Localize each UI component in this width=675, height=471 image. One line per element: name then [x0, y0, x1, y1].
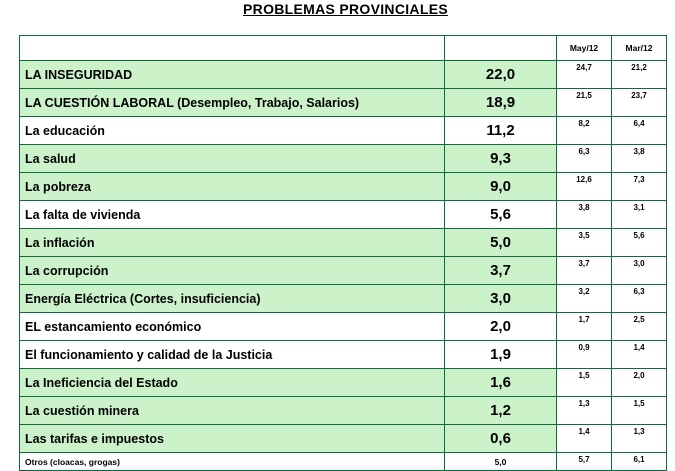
row-may12: 3,2 [557, 285, 612, 313]
row-may12: 21,5 [557, 89, 612, 117]
row-may12: 24,7 [557, 61, 612, 89]
table-row [20, 117, 667, 145]
row-may12: 3,7 [557, 257, 612, 285]
table-row [20, 285, 667, 313]
row-value: 9,3 [445, 145, 557, 173]
row-mar12: 1,5 [612, 397, 667, 425]
table-row [20, 145, 667, 173]
table-row [20, 397, 667, 425]
header-value-cell [445, 36, 557, 61]
row-mar12: 5,6 [612, 229, 667, 257]
row-label: LA INSEGURIDAD [20, 61, 445, 89]
table-row [20, 201, 667, 229]
table-row [20, 453, 667, 471]
row-value: 2,0 [445, 313, 557, 341]
row-may12: 5,7 [557, 453, 612, 471]
row-label: La falta de vivienda [20, 201, 445, 229]
row-value: 1,9 [445, 341, 557, 369]
row-label: EL estancamiento económico [20, 313, 445, 341]
row-label: La inflación [20, 229, 445, 257]
row-label: La Ineficiencia del Estado [20, 369, 445, 397]
row-may12: 1,7 [557, 313, 612, 341]
row-label: El funcionamiento y calidad de la Justicia [20, 341, 445, 369]
row-mar12: 1,4 [612, 341, 667, 369]
row-may12: 3,8 [557, 201, 612, 229]
row-value: 0,6 [445, 425, 557, 453]
table-row [20, 341, 667, 369]
row-mar12: 6,4 [612, 117, 667, 145]
header-mar12: Mar/12 [612, 36, 667, 61]
row-may12: 12,6 [557, 173, 612, 201]
table-row [20, 229, 667, 257]
header-may12: May/12 [557, 36, 612, 61]
table-row [20, 173, 667, 201]
row-may12: 0,9 [557, 341, 612, 369]
row-mar12: 3,1 [612, 201, 667, 229]
row-label: La salud [20, 145, 445, 173]
row-mar12: 1,3 [612, 425, 667, 453]
row-label: La pobreza [20, 173, 445, 201]
row-label: La educación [20, 117, 445, 145]
row-label: LA CUESTIÓN LABORAL (Desempleo, Trabajo, Salarios) [20, 89, 445, 117]
row-may12: 8,2 [557, 117, 612, 145]
header-row [20, 36, 667, 61]
row-value: 22,0 [445, 61, 557, 89]
row-value: 1,6 [445, 369, 557, 397]
table-row [20, 89, 667, 117]
row-value: 3,0 [445, 285, 557, 313]
table-row [20, 425, 667, 453]
row-may12: 1,3 [557, 397, 612, 425]
row-value: 9,0 [445, 173, 557, 201]
table-row [20, 369, 667, 397]
row-value: 18,9 [445, 89, 557, 117]
row-may12: 3,5 [557, 229, 612, 257]
problems-table [19, 35, 667, 471]
row-mar12: 2,0 [612, 369, 667, 397]
row-mar12: 23,7 [612, 89, 667, 117]
row-value: 5,6 [445, 201, 557, 229]
row-value: 5,0 [445, 229, 557, 257]
row-label: La corrupción [20, 257, 445, 285]
row-value: 3,7 [445, 257, 557, 285]
row-may12: 6,3 [557, 145, 612, 173]
row-may12: 1,5 [557, 369, 612, 397]
row-value: 1,2 [445, 397, 557, 425]
table-row [20, 313, 667, 341]
row-mar12: 3,8 [612, 145, 667, 173]
header-label-cell [20, 36, 445, 61]
row-mar12: 21,2 [612, 61, 667, 89]
row-label: Energía Eléctrica (Cortes, insuficiencia) [20, 285, 445, 313]
row-mar12: 7,3 [612, 173, 667, 201]
row-mar12: 2,5 [612, 313, 667, 341]
row-label: La cuestión minera [20, 397, 445, 425]
row-mar12: 6,1 [612, 453, 667, 471]
row-mar12: 3,0 [612, 257, 667, 285]
table-row [20, 61, 667, 89]
page-title: PROBLEMAS PROVINCIALES [243, 1, 448, 17]
row-value: 5,0 [445, 453, 557, 471]
row-mar12: 6,3 [612, 285, 667, 313]
table-row [20, 257, 667, 285]
row-value: 11,2 [445, 117, 557, 145]
row-may12: 1,4 [557, 425, 612, 453]
row-label: Otros (cloacas, grogas) [20, 453, 445, 471]
row-label: Las tarifas e impuestos [20, 425, 445, 453]
